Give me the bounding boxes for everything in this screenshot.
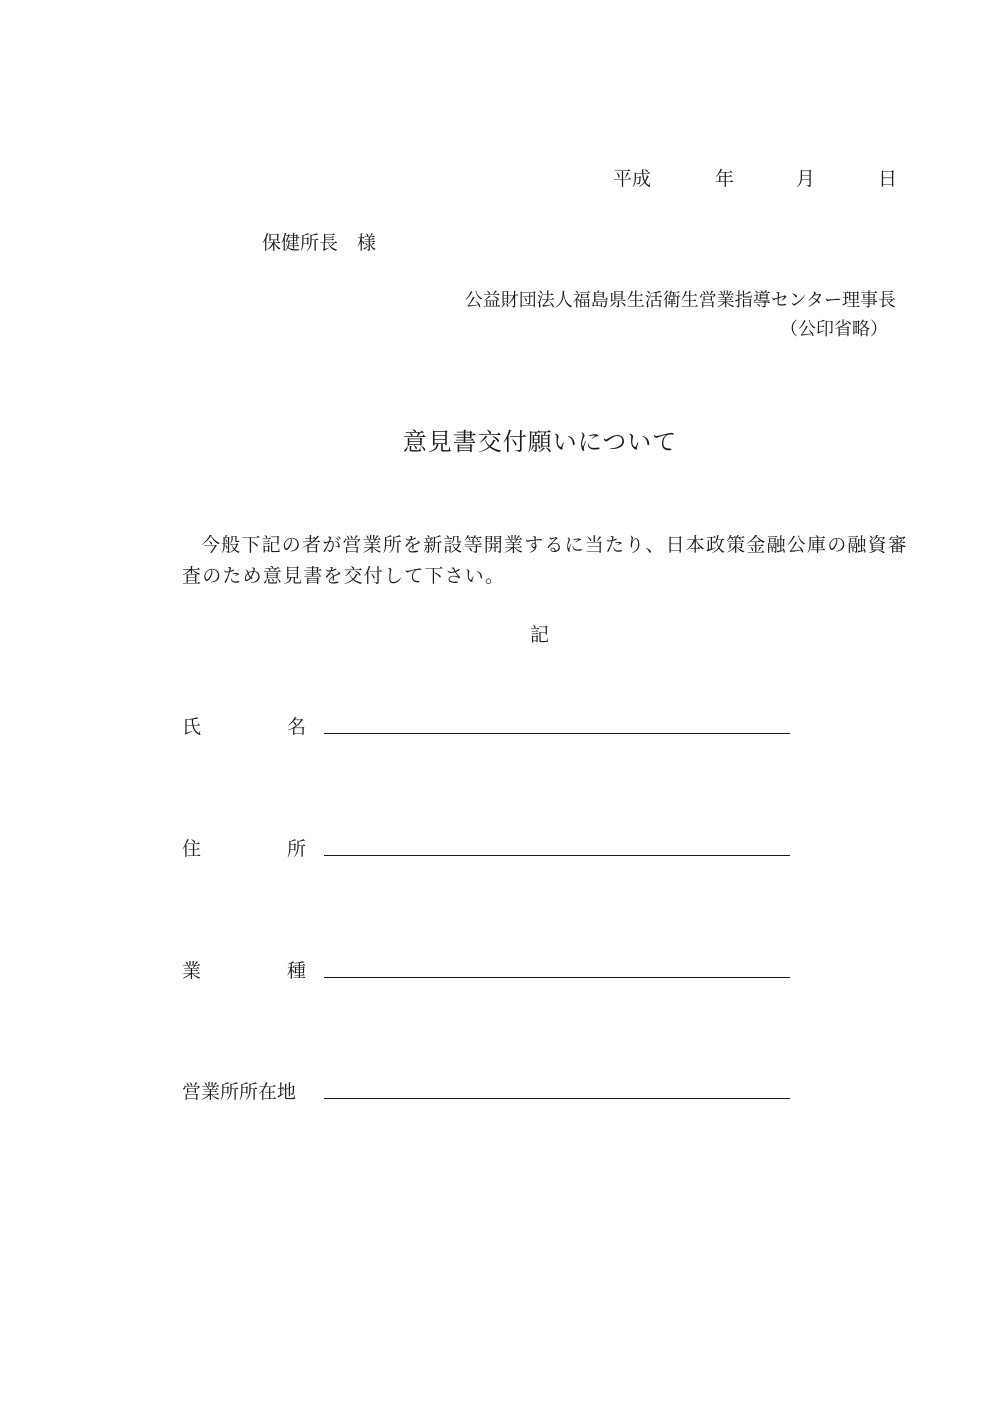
date-day-label: 日 bbox=[878, 168, 898, 190]
date-era: 平成 bbox=[613, 168, 652, 190]
field-label-char: 所 bbox=[286, 838, 306, 860]
request-body-text: 今般下記の者が営業所を新設等開業するに当たり、日本政策金融公庫の融資審査のため意見書を交付して下さい。 bbox=[182, 534, 909, 587]
field-office-location-row bbox=[182, 1077, 802, 1107]
field-label-text: 営業所所在地 bbox=[182, 1081, 297, 1103]
field-name-label bbox=[182, 712, 306, 739]
field-name-row bbox=[182, 712, 802, 742]
date-month-label: 月 bbox=[796, 168, 816, 190]
ki-heading: 記 bbox=[530, 624, 550, 646]
field-name-input-line[interactable] bbox=[324, 733, 790, 734]
addressee: 保健所長 様 bbox=[262, 232, 377, 254]
field-label-char: 氏 bbox=[182, 716, 202, 738]
field-address-label bbox=[182, 834, 306, 861]
date-year-label: 年 bbox=[715, 168, 735, 190]
field-address-row bbox=[182, 834, 802, 864]
field-label-char: 名 bbox=[286, 716, 306, 738]
field-business-type-input-line[interactable] bbox=[324, 977, 790, 978]
field-business-type-row bbox=[182, 956, 802, 986]
field-label-char: 種 bbox=[286, 960, 306, 982]
field-business-type-label bbox=[182, 956, 306, 983]
field-label-char: 住 bbox=[182, 838, 202, 860]
seal-omitted-note: （公印省略） bbox=[780, 319, 888, 340]
field-office-location-label bbox=[182, 1077, 306, 1104]
sender-organization: 公益財団法人福島県生活衛生営業指導センター理事長 bbox=[464, 290, 896, 311]
field-address-input-line[interactable] bbox=[324, 855, 790, 856]
document-title: 意見書交付願いについて bbox=[402, 428, 678, 456]
field-office-location-input-line[interactable] bbox=[324, 1098, 790, 1099]
field-label-char: 業 bbox=[182, 960, 202, 982]
